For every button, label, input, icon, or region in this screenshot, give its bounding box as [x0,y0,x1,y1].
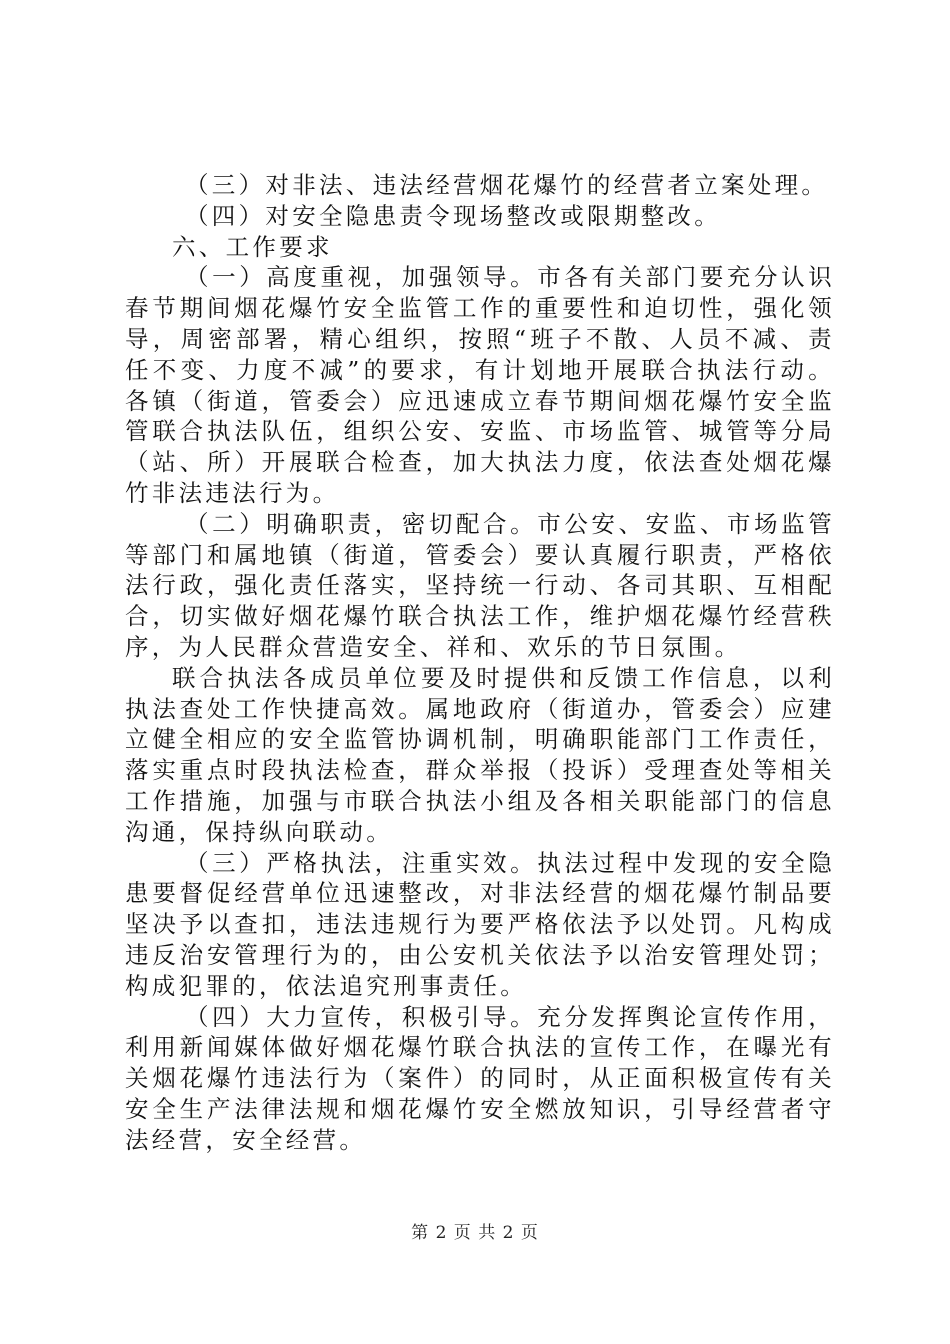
paragraph-requirement-2: （二）明确职责，密切配合。市公安、安监、市场监管等部门和属地镇（街道，管委会）要认真履行职责，严格依法行政，强化责任落实，坚持统一行动、各司其职、互相配合，切实做好烟花爆竹联合执法工作，维护烟花爆竹经营秩序，为人民群众营造安全、祥和、欢乐的节日氛围。 [125,509,835,661]
paragraph-item-3: （三）对非法、违法经营烟花爆竹的经营者立案处理。 [185,171,829,199]
paragraph-requirement-4: （四）大力宣传，积极引导。充分发挥舆论宣传作用，利用新闻媒体做好烟花爆竹联合执法的宣传工作，在曝光有关烟花爆竹违法行为（案件）的同时，从正面积极宣传有关安全生产法律法规和烟花爆竹安全燃放知识，引导经营者守法经营，安全经营。 [125,1002,835,1154]
page-number-footer: 第 2 页 共 2 页 [411,1223,539,1243]
document-body [125,170,835,1156]
paragraph-joint-enforcement: 联合执法各成员单位要及时提供和反馈工作信息，以利执法查处工作快捷高效。属地政府（街道办，管委会）应建立健全相应的安全监管协调机制，明确职能部门工作责任，落实重点时段执法检查，群众举报（投诉）受理查处等相关工作措施，加强与市联合执法小组及各相关职能部门的信息沟通，保持纵向联动。 [125,663,835,846]
paragraph-requirement-3: （三）严格执法，注重实效。执法过程中发现的安全隐患要督促经营单位迅速整改，对非法经营的烟花爆竹制品要坚决予以查扣，违法违规行为要严格依法予以处罚。凡构成违反治安管理行为的，由公安机关依法予以治安管理处罚；构成犯罪的，依法追究刑事责任。 [125,848,835,1000]
paragraph-requirement-1: （一）高度重视，加强领导。市各有关部门要充分认识春节期间烟花爆竹安全监管工作的重要性和迫切性，强化领导，周密部署，精心组织，按照“班子不散、人员不减、责任不变、力度不减”的要求，有计划地开展联合执法行动。各镇（街道，管委会）应迅速成立春节期间烟花爆竹安全监管联合执法队伍，组织公安、安监、市场监管、城管等分局（站、所）开展联合检查，加大执法力度，依法查处烟花爆竹非法违法行为。 [125,263,835,507]
paragraph-item-4: （四）对安全隐患责令现场整改或限期整改。 [185,201,721,230]
section-heading-work-requirements: 六、工作要求 [172,232,333,261]
